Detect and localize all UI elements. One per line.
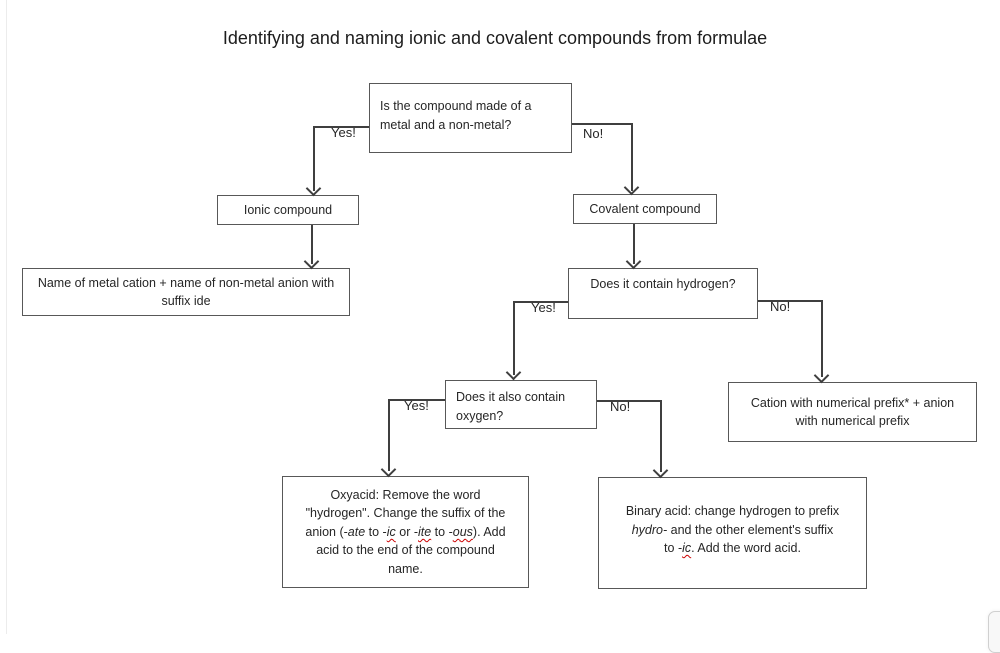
numerical-prefix-result-text: Cation with numerical prefix* + anion with numerical prefix [750,395,955,428]
flowchart-box-hydrogen-question [568,268,758,319]
branch-label-hydrogen-yes: Yes! [531,300,556,315]
connector-oxygen-yes-vertical [388,399,390,471]
arrowhead-down-icon [506,365,522,381]
flowchart-box-oxygen-question [445,380,597,429]
root-question-text: Is the compound made of a metal and a non-metal? [380,99,532,132]
connector-hydrogen-no-horizontal [758,300,823,302]
flowchart-box-oxyacid-result [282,476,529,588]
page-edge-divider [6,0,7,634]
ionic-compound-text: Ionic compound [243,202,333,217]
branch-label-oxygen-no: No! [610,399,631,414]
hydrogen-question-text: Does it contain hydrogen? [590,277,736,291]
arrowhead-down-icon [304,254,320,270]
ionic-naming-result-text: Name of metal cation + name of non-metal anion with suffix ide [37,275,335,308]
arrowhead-down-icon [381,462,397,478]
partial-panel-corner [988,611,1000,653]
branch-label-root-no: No! [583,126,604,141]
flowchart-box-binary-acid-result [598,477,867,589]
flowchart-box-covalent-compound [573,194,717,224]
flowchart-box-ionic-naming-result [22,268,350,316]
arrowhead-down-icon [814,368,830,384]
branch-label-hydrogen-no: No! [770,299,791,314]
arrowhead-down-icon [626,254,642,270]
connector-hydrogen-no-vertical [821,300,823,377]
connector-root-no-horizontal [572,123,633,125]
flowchart-box-numerical-prefix-result [728,382,977,442]
flowchart-box-ionic-compound [217,195,359,225]
oxygen-question-text: Does it also contain oxygen? [456,390,566,423]
arrowhead-down-icon [306,181,322,197]
diagram-title: Identifying and naming ionic and covalent compounds from formulae [222,28,768,48]
arrowhead-down-icon [653,463,669,479]
covalent-compound-text: Covalent compound [589,201,701,216]
flowchart-box-root-question [369,83,572,153]
oxyacid-result-text: Oxyacid: Remove the word "hydrogen". Change the suffix of the anion (-ate to -ic or -ite to -ous). Add acid to the end of the compound name. [305,487,506,576]
branch-label-oxygen-yes: Yes! [404,398,429,413]
connector-oxygen-no-vertical [660,400,662,472]
branch-label-root-yes: Yes! [331,125,356,140]
binary-acid-result-text: Binary acid: change hydrogen to prefix hydro- and the other element's suffix to -ic. Add the word acid. [625,504,840,555]
arrowhead-down-icon [624,180,640,196]
